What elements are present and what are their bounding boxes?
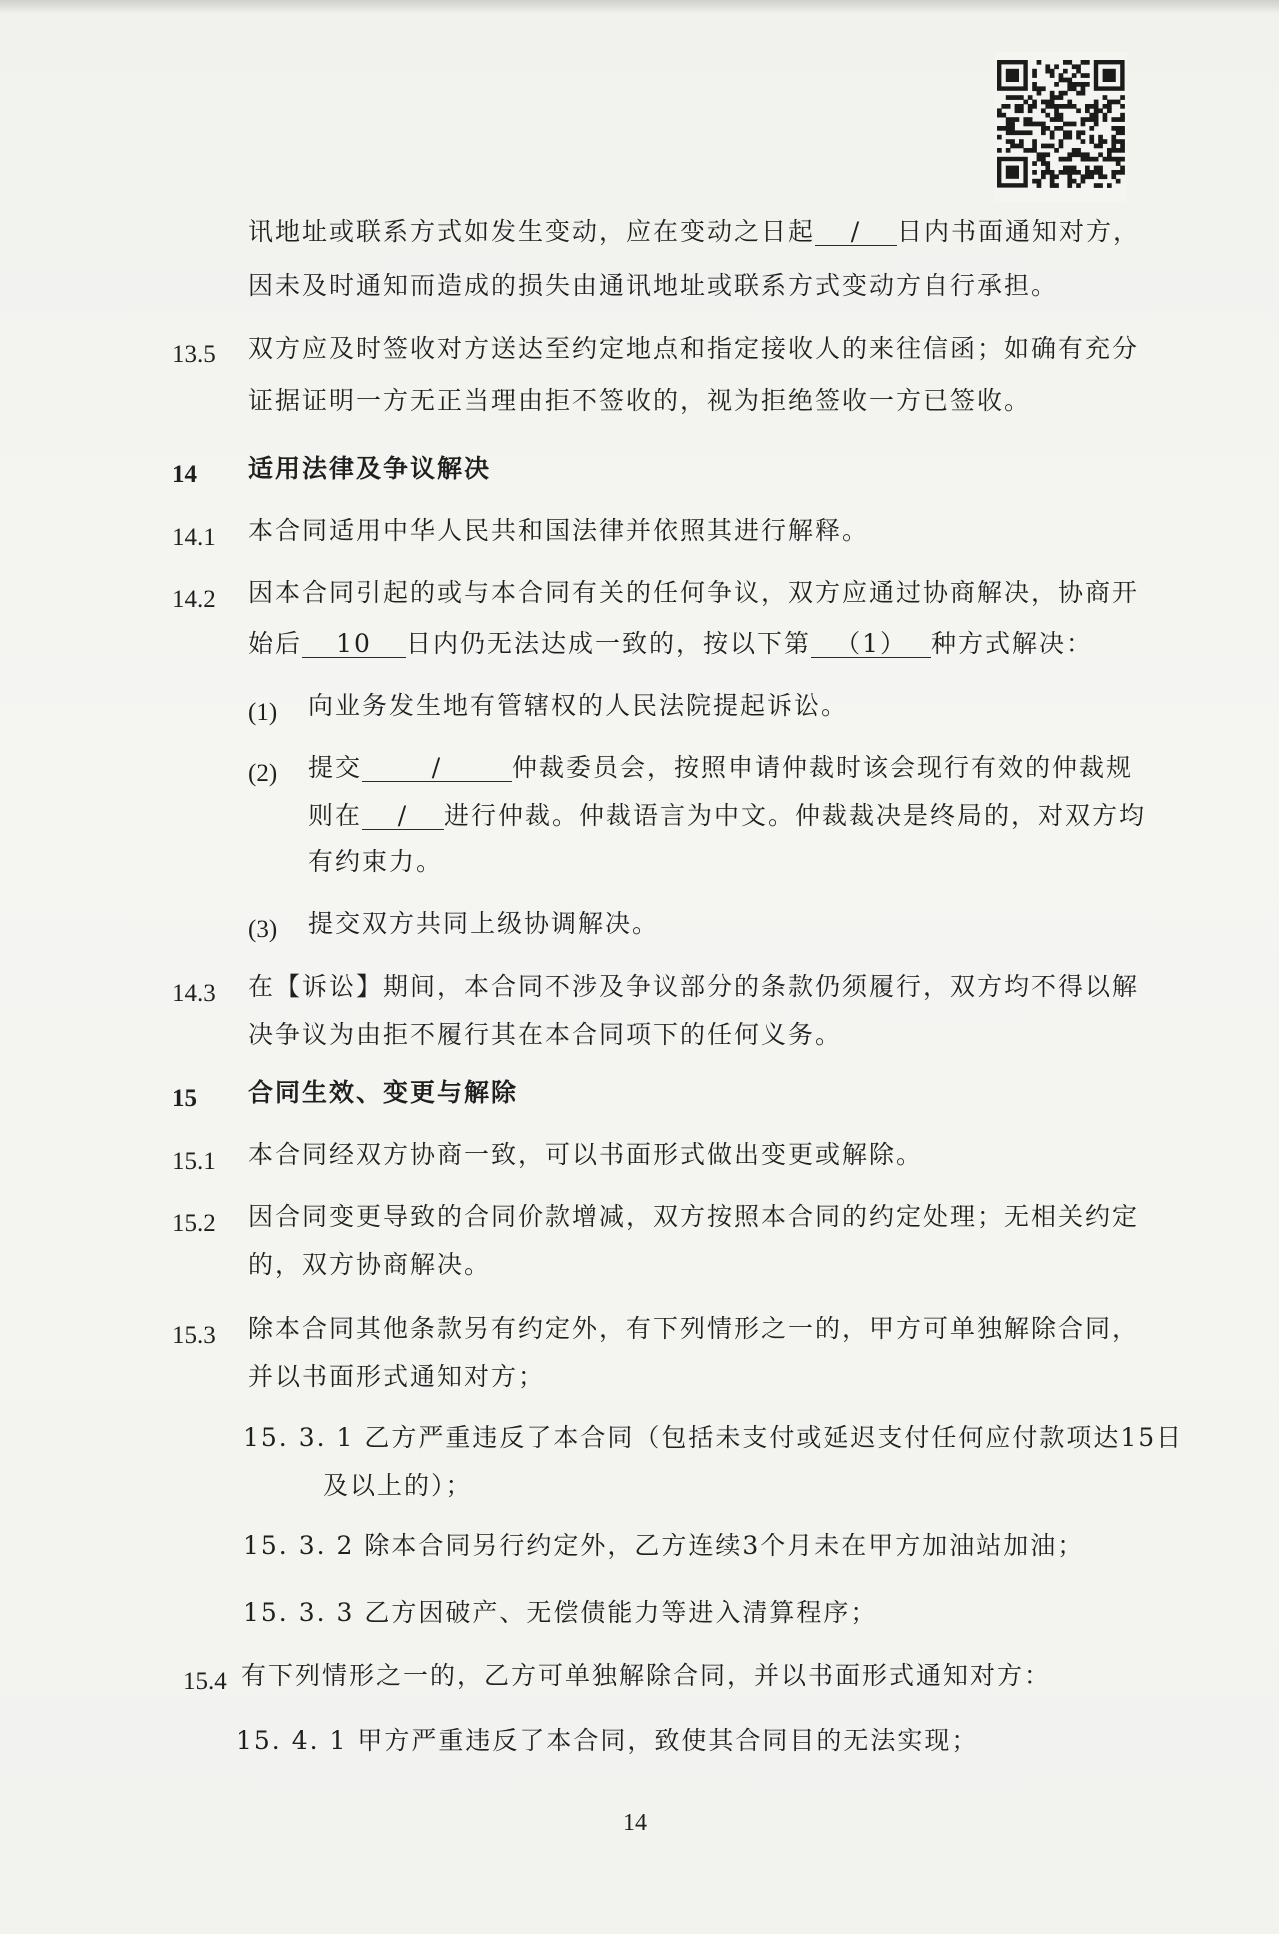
blank-field: / [362,755,512,782]
clause-text: 证据证明一方无正当理由拒不签收的，视为拒绝签收一方已签收。 [248,386,1032,415]
blank-field: / [362,803,444,830]
subclause-text: 15. 3. 1 乙方严重违反了本合同（包括未支付或延迟支付任何应付款项达15日 [243,1423,1184,1452]
clause-text [248,628,1093,660]
clause-text: 本合同经双方协商一致，可以书面形式做出变更或解除。 [248,1140,924,1169]
page-number: 14 [623,1810,647,1836]
text-line [248,216,1140,248]
clause-text: 因合同变更导致的合同价款增减，双方按照本合同的约定处理；无相关约定 [248,1202,1140,1231]
option-text: 有约束力。 [308,847,444,876]
clause-number: 13.5 [172,341,216,368]
clause-text: 决争议为由拒不履行其在本合同项下的任何义务。 [248,1020,843,1049]
option-number: (1) [248,699,278,726]
option-text [308,752,1133,784]
qr-code-icon [995,52,1127,202]
text-fragment: 日内仍无法达成一致的，按以下第 [406,629,812,658]
text-fragment: 仲裁委员会，按照申请仲裁时该会现行有效的仲裁规 [512,753,1134,782]
clause-number: 15.2 [172,1210,216,1237]
clause-number: 15.1 [172,1148,216,1175]
text-fragment: 始后 [248,629,303,658]
page-top-edge [0,0,1279,14]
text-fragment: 种方式解决： [931,629,1094,658]
clause-number: 14.1 [172,524,216,551]
blank-field: （1） [811,631,931,658]
clause-text: 因本合同引起的或与本合同有关的任何争议，双方应通过协商解决，协商开 [248,578,1140,607]
clause-text: 本合同适用中华人民共和国法律并依照其进行解释。 [248,516,870,545]
subclause-text: 15. 4. 1 甲方严重违反了本合同，致使其合同目的无法实现； [236,1726,979,1755]
clause-text: 除本合同其他条款另有约定外，有下列情形之一的，甲方可单独解除合同， [248,1314,1140,1343]
section-title: 合同生效、变更与解除 [248,1078,519,1107]
clause-text: 并以书面形式通知对方； [248,1362,546,1391]
blank-field: 10 [302,631,406,658]
option-text [308,800,1146,832]
clause-text: 双方应及时签收对方送达至约定地点和指定接收人的来往信函；如确有充分 [248,334,1140,363]
subclause-text: 及以上的）； [323,1471,473,1500]
option-number: (2) [248,760,278,787]
section-number: 15 [172,1085,197,1112]
option-text: 提交双方共同上级协调解决。 [308,909,660,938]
section-number: 14 [172,461,197,488]
subclause-text: 15. 3. 3 乙方因破产、无偿债能力等进入清算程序； [243,1598,878,1627]
text-fragment: 进行仲裁。仲裁语言为中文。仲裁裁决是终局的，对双方均 [444,801,1147,830]
blank-field: / [815,219,897,246]
clause-number: 14.2 [172,586,216,613]
text-fragment: 提交 [308,753,363,782]
text-line: 因未及时通知而造成的损失由通讯地址或联系方式变动方自行承担。 [248,271,1059,300]
section-title: 适用法律及争议解决 [248,454,492,483]
clause-text: 的，双方协商解决。 [248,1250,492,1279]
text-fragment: 讯地址或联系方式如发生变动，应在变动之日起 [248,217,816,246]
option-text: 向业务发生地有管辖权的人民法院提起诉讼。 [308,691,849,720]
text-fragment: 则在 [308,801,363,830]
clause-number: 15.4 [183,1668,227,1695]
clause-number: 15.3 [172,1322,216,1349]
subclause-text: 15. 3. 2 除本合同另行约定外，乙方连续3个月未在甲方加油站加油； [243,1531,1085,1560]
clause-number: 14.3 [172,980,216,1007]
option-number: (3) [248,916,278,943]
clause-text: 有下列情形之一的，乙方可单独解除合同，并以书面形式通知对方： [241,1661,1052,1690]
clause-text: 在【诉讼】期间，本合同不涉及争议部分的条款仍须履行，双方均不得以解 [248,972,1140,1001]
text-fragment: 日内书面通知对方， [897,217,1141,246]
